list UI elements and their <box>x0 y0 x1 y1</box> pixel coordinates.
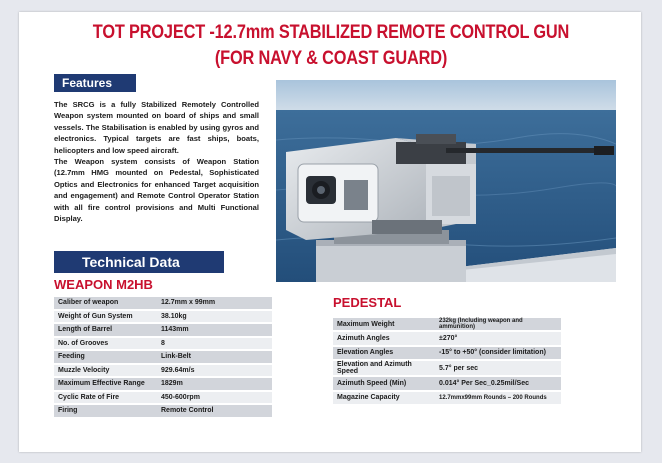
spec-value: ±270° <box>435 332 561 344</box>
table-row <box>54 351 272 363</box>
spec-value: 12.7mm x 99mm <box>157 297 272 309</box>
table-row <box>54 378 272 390</box>
pedestal-spec-table <box>333 316 561 406</box>
weapon-station-illustration <box>276 80 616 282</box>
table-row <box>333 332 561 344</box>
table-row <box>54 311 272 323</box>
table-row <box>54 297 272 309</box>
weapon-heading: WEAPON M2HB <box>54 277 153 292</box>
spec-label: Elevation Angles <box>333 347 435 359</box>
features-paragraph-1: The SRCG is a fully Stabilized Remotely Controlled Weapon system mounted on board of ships and small vessels. The Stabilisation is enabled by using gyros and electronics. Typical targets are fast ships, boats, helicopters and low speed aircraft. <box>54 100 259 155</box>
page-subtitle: (FOR NAVY & COAST GUARD) <box>214 48 448 69</box>
spec-value: 38.10kg <box>157 311 272 323</box>
page-title: TOT PROJECT -12.7mm STABILIZED REMOTE CONTROL GUN <box>92 22 570 43</box>
spec-label: Muzzle Velocity <box>54 365 157 377</box>
spec-value: 232kg (Including weapon and ammunition) <box>435 318 561 330</box>
spec-label: Length of Barrel <box>54 324 157 336</box>
table-row <box>54 365 272 377</box>
spec-label: No. of Grooves <box>54 338 157 350</box>
pedestal-heading: PEDESTAL <box>333 295 402 310</box>
table-row <box>333 392 561 404</box>
spec-label: Azimuth Speed (Min) <box>333 377 435 389</box>
spec-label: Firing <box>54 405 157 417</box>
spec-label: Maximum Effective Range <box>54 378 157 390</box>
spec-value: 12.7mmx99mm Rounds – 200 Rounds <box>435 392 561 404</box>
table-row <box>333 377 561 389</box>
features-heading: Features <box>54 74 136 92</box>
spec-label: Feeding <box>54 351 157 363</box>
spec-value: 450-600rpm <box>157 392 272 404</box>
spec-value: 1143mm <box>157 324 272 336</box>
spec-value: 0.014° Per Sec_0.25mil/Sec <box>435 377 561 389</box>
table-row <box>54 392 272 404</box>
weapon-spec-table <box>54 295 272 419</box>
table-row <box>54 324 272 336</box>
spec-value: 8 <box>157 338 272 350</box>
spec-value: Remote Control <box>157 405 272 417</box>
spec-label: Weight of Gun System <box>54 311 157 323</box>
table-row <box>333 318 561 330</box>
spec-label: Elevation and Azimuth Speed <box>333 361 435 375</box>
features-paragraph-2: The Weapon system consists of Weapon Station (12.7mm HMG mounted on Pedestal, Sophisticated Optics and Electronics for enhanced Target acquisition and engagement) and Remote Control Operator Station with all fire control provisions and Multi Functional Display. <box>54 157 259 224</box>
spec-value: 1829m <box>157 378 272 390</box>
spec-label: Cyclic Rate of Fire <box>54 392 157 404</box>
spec-value: 929.64m/s <box>157 365 272 377</box>
spec-value: 5.7° per sec <box>435 361 561 375</box>
table-row <box>333 361 561 375</box>
table-row <box>54 405 272 417</box>
table-row <box>54 338 272 350</box>
spec-value: Link-Belt <box>157 351 272 363</box>
spec-label: Maximum Weight <box>333 318 435 330</box>
technical-data-heading: Technical Data <box>54 251 224 273</box>
table-row <box>333 347 561 359</box>
spec-label: Magazine Capacity <box>333 392 435 404</box>
features-description <box>54 99 259 224</box>
spec-label: Caliber of weapon <box>54 297 157 309</box>
spec-value: -15° to +50° (consider limitation) <box>435 347 561 359</box>
weapon-station-photo <box>276 80 616 282</box>
spec-label: Azimuth Angles <box>333 332 435 344</box>
